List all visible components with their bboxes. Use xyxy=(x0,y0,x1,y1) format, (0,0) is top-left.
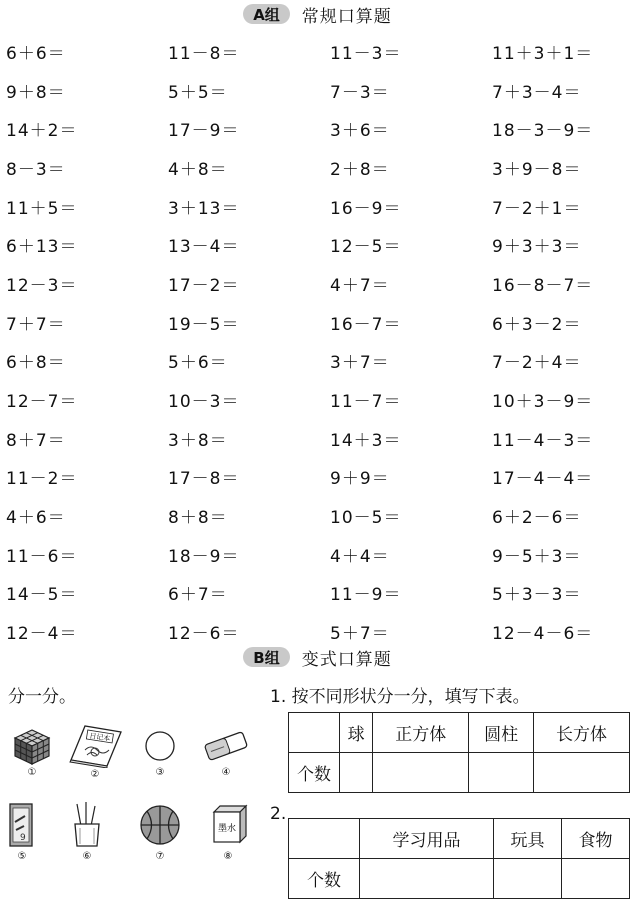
item-pictures xyxy=(0,720,262,900)
arithmetic-problem: 3＋7＝ xyxy=(330,353,390,374)
diary-book-icon xyxy=(65,722,125,768)
question-1-label: 1. 按不同形状分一分，填写下表。 xyxy=(270,687,530,707)
item-1 xyxy=(0,726,64,778)
arithmetic-problem: 12－4＝ xyxy=(6,624,78,645)
item-7 xyxy=(128,800,192,862)
section-b-title: 变式口算题 xyxy=(301,649,392,670)
arithmetic-problem: 2＋8＝ xyxy=(330,159,390,180)
arithmetic-problem: 11－4－3＝ xyxy=(492,430,594,451)
arithmetic-problem: 14＋3＝ xyxy=(330,430,402,451)
answer-cell[interactable] xyxy=(340,753,373,793)
arithmetic-problem: 17－2＝ xyxy=(168,275,240,296)
header-cuboid: 长方体 xyxy=(533,713,629,753)
item-8 xyxy=(196,800,260,862)
arithmetic-problem: 7－2＋4＝ xyxy=(492,353,582,374)
item-number: ⑧ xyxy=(223,851,233,862)
arithmetic-problem: 3＋9－8＝ xyxy=(492,159,582,180)
corner-cell xyxy=(289,713,340,753)
arithmetic-problem: 12－5＝ xyxy=(330,237,402,258)
arithmetic-problem: 17－8＝ xyxy=(168,469,240,490)
arithmetic-problem: 4＋7＝ xyxy=(330,275,390,296)
arithmetic-problem: 8＋7＝ xyxy=(6,430,66,451)
arithmetic-problem: 8＋8＝ xyxy=(168,508,228,529)
arithmetic-problem: 18－3－9＝ xyxy=(492,121,594,142)
item-number: ⑤ xyxy=(17,851,27,862)
arithmetic-problem: 11－6＝ xyxy=(6,546,78,567)
answer-cell[interactable] xyxy=(562,859,630,899)
answer-cell[interactable] xyxy=(373,753,469,793)
arithmetic-problem: 9＋3＋3＝ xyxy=(492,237,582,258)
item-5 xyxy=(0,800,54,862)
item-6 xyxy=(55,800,119,862)
ink-box-icon xyxy=(206,800,250,850)
item-3 xyxy=(128,726,192,778)
milk-carton-icon xyxy=(2,800,42,850)
answer-cell[interactable] xyxy=(494,859,562,899)
arithmetic-problem: 11－2＝ xyxy=(6,469,78,490)
item-number: ① xyxy=(27,767,37,778)
arithmetic-problem: 16－9＝ xyxy=(330,198,402,219)
rubiks-cube-icon xyxy=(11,726,53,766)
arithmetic-problem: 9－5＋3＝ xyxy=(492,546,582,567)
item-number: ⑦ xyxy=(155,851,165,862)
item-number: ⑥ xyxy=(82,851,92,862)
arithmetic-problem: 3＋6＝ xyxy=(330,121,390,142)
arithmetic-problem: 6＋2－6＝ xyxy=(492,508,582,529)
svg-text:9: 9 xyxy=(20,833,26,843)
arithmetic-problem: 8－3＝ xyxy=(6,159,66,180)
arithmetic-problem: 6＋8＝ xyxy=(6,353,66,374)
eraser-icon xyxy=(200,726,252,766)
item-4 xyxy=(194,726,258,778)
header-cylinder: 圆柱 xyxy=(469,713,534,753)
item-number: ③ xyxy=(155,767,165,778)
row-label-count: 个数 xyxy=(289,859,360,899)
header-ball: 球 xyxy=(340,713,373,753)
ink-box-label: 墨水 xyxy=(217,824,237,834)
diary-label: 日记本 xyxy=(88,731,111,744)
arithmetic-problem: 17－4－4＝ xyxy=(492,469,594,490)
question-2-label: 2. xyxy=(270,804,287,824)
arithmetic-problem: 17－9＝ xyxy=(168,121,240,142)
section-b-badge: B组 xyxy=(243,647,289,667)
arithmetic-problem: 11－7＝ xyxy=(330,392,402,413)
arithmetic-problem: 7－3＝ xyxy=(330,82,390,103)
arithmetic-problem: 4＋6＝ xyxy=(6,508,66,529)
section-b-header xyxy=(0,644,635,670)
arithmetic-problem: 5＋6＝ xyxy=(168,353,228,374)
arithmetic-problem: 5＋3－3＝ xyxy=(492,585,582,606)
arithmetic-problem: 6＋7＝ xyxy=(168,585,228,606)
answer-cell[interactable] xyxy=(469,753,534,793)
arithmetic-problem: 11－8＝ xyxy=(168,43,240,64)
item-number: ② xyxy=(90,769,100,780)
arithmetic-problem: 5＋5＝ xyxy=(168,82,228,103)
arithmetic-problem: 11＋5＝ xyxy=(6,198,78,219)
arithmetic-problem: 11＋3＋1＝ xyxy=(492,43,594,64)
arithmetic-problem: 10＋3－9＝ xyxy=(492,392,594,413)
arithmetic-problem: 9＋8＝ xyxy=(6,82,66,103)
arithmetic-problem: 11－9＝ xyxy=(330,585,402,606)
item-2 xyxy=(62,722,128,780)
section-a-title: 常规口算题 xyxy=(301,6,392,27)
arithmetic-problem: 9＋9＝ xyxy=(330,469,390,490)
arithmetic-problem: 10－5＝ xyxy=(330,508,402,529)
sort-intro: 分一分。 xyxy=(8,687,76,707)
arithmetic-problem: 7－2＋1＝ xyxy=(492,198,582,219)
arithmetic-problem: 18－9＝ xyxy=(168,546,240,567)
row-label-count: 个数 xyxy=(289,753,340,793)
basketball-icon xyxy=(136,800,184,850)
arithmetic-problem: 7＋3－4＝ xyxy=(492,82,582,103)
arithmetic-problem: 7＋7＝ xyxy=(6,314,66,335)
arithmetic-problem: 10－3＝ xyxy=(168,392,240,413)
arithmetic-problem: 16－8－7＝ xyxy=(492,275,594,296)
arithmetic-problem: 13－4＝ xyxy=(168,237,240,258)
arithmetic-problem: 4＋4＝ xyxy=(330,546,390,567)
arithmetic-problem: 14＋2＝ xyxy=(6,121,78,142)
shape-table xyxy=(288,712,630,793)
category-table xyxy=(288,818,630,899)
arithmetic-problem: 12－6＝ xyxy=(168,624,240,645)
header-food: 食物 xyxy=(562,819,630,859)
arithmetic-problem: 12－4－6＝ xyxy=(492,624,594,645)
pen-holder-icon xyxy=(65,800,109,850)
arithmetic-problem: 4＋8＝ xyxy=(168,159,228,180)
ball-icon xyxy=(140,726,180,766)
arithmetic-problem: 6＋6＝ xyxy=(6,43,66,64)
arithmetic-problem: 14－5＝ xyxy=(6,585,78,606)
answer-cell[interactable] xyxy=(533,753,629,793)
arithmetic-problem: 6＋3－2＝ xyxy=(492,314,582,335)
arithmetic-problem: 11－3＝ xyxy=(330,43,402,64)
corner-cell xyxy=(289,819,360,859)
section-a-header xyxy=(0,1,635,27)
arithmetic-problem: 3＋8＝ xyxy=(168,430,228,451)
arithmetic-problem: 12－3＝ xyxy=(6,275,78,296)
arithmetic-problem: 3＋13＝ xyxy=(168,198,240,219)
answer-cell[interactable] xyxy=(360,859,494,899)
arithmetic-problem: 19－5＝ xyxy=(168,314,240,335)
arithmetic-problem: 16－7＝ xyxy=(330,314,402,335)
header-toys: 玩具 xyxy=(494,819,562,859)
arithmetic-problem: 5＋7＝ xyxy=(330,624,390,645)
arithmetic-problem: 6＋13＝ xyxy=(6,237,78,258)
header-cube: 正方体 xyxy=(373,713,469,753)
arithmetic-problem: 12－7＝ xyxy=(6,392,78,413)
problem-grid xyxy=(6,32,631,651)
section-a-badge: A组 xyxy=(243,4,290,24)
item-number: ④ xyxy=(221,767,231,778)
header-study-supplies: 学习用品 xyxy=(360,819,494,859)
